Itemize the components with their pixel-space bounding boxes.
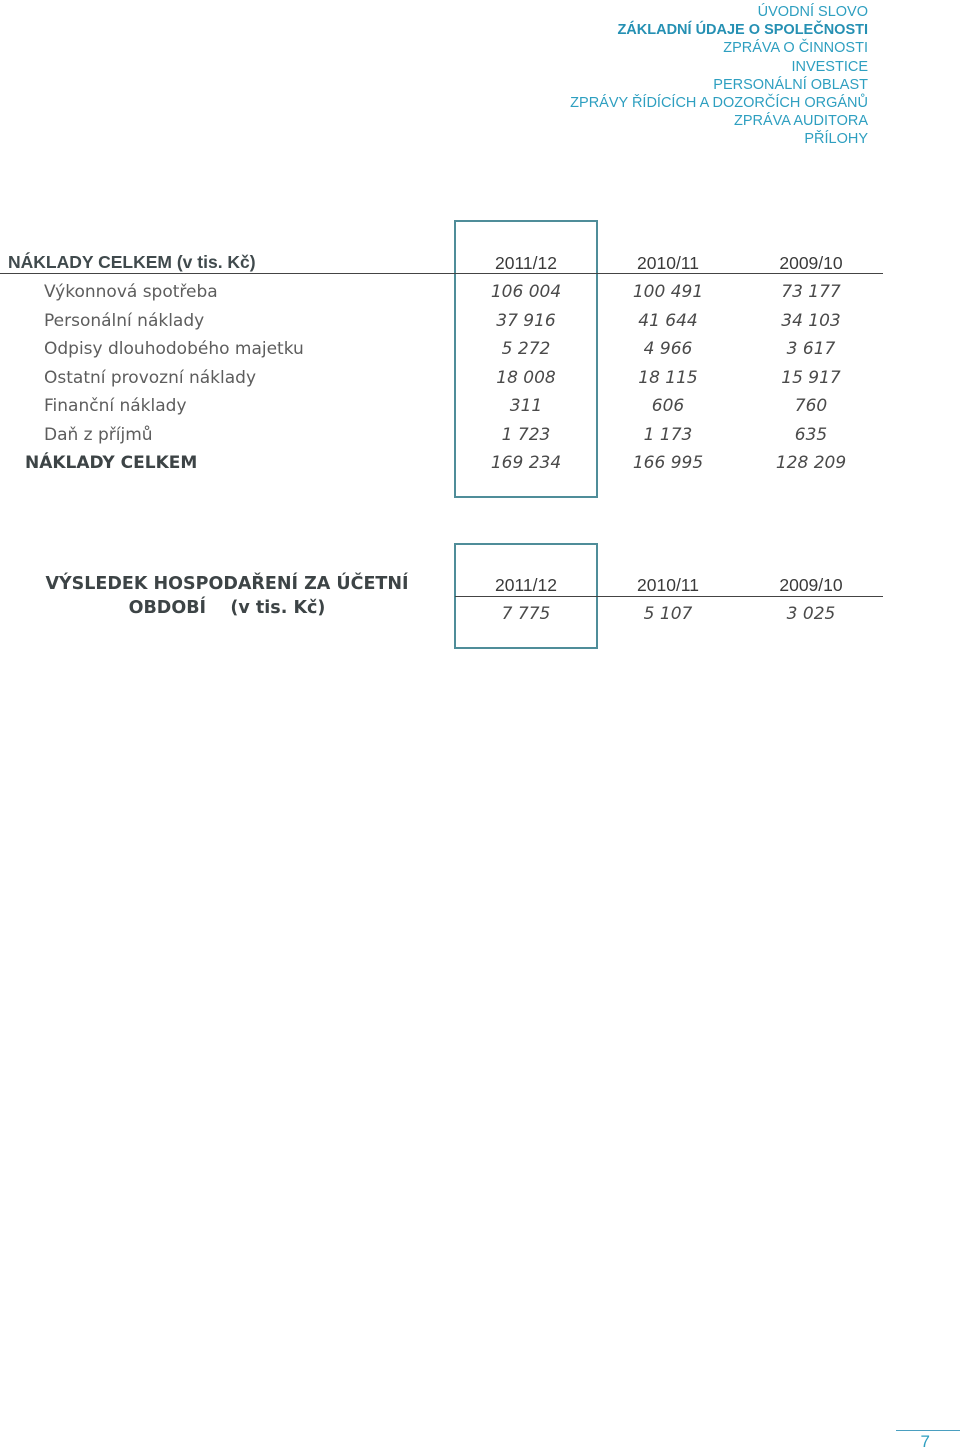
total-row-label: NÁKLADY CELKEM: [25, 453, 198, 473]
result-header-rule: [455, 596, 883, 597]
costs-year-header: 2011/12: [495, 253, 557, 273]
cell-value: 606: [651, 396, 685, 416]
cell-value: 5 272: [501, 339, 551, 359]
row-label: Ostatní provozní náklady: [44, 368, 257, 388]
page-number-rule: [896, 1430, 960, 1431]
cell-value: 18 115: [638, 368, 698, 388]
result-title-line: VÝSLEDEK HOSPODAŘENÍ ZA ÚČETNÍ: [45, 574, 409, 594]
costs-year-header: 2009/10: [779, 253, 843, 273]
result-title-line: OBDOBÍ (v tis. Kč): [128, 598, 326, 618]
cell-value: 106 004: [490, 282, 562, 302]
cell-value: 41 644: [638, 311, 698, 331]
cell-value: 1 173: [643, 425, 693, 445]
total-value: 169 234: [490, 453, 562, 473]
row-label: Výkonnová spotřeba: [44, 282, 218, 302]
cell-value: 311: [509, 396, 543, 416]
result-table-title: [22, 572, 432, 620]
total-value: 128 209: [775, 453, 847, 473]
row-label: Odpisy dlouhodobého majetku: [44, 339, 304, 359]
nav-item-uvodni-slovo[interactable]: ÚVODNÍ SLOVO: [757, 4, 868, 20]
section-navigation: [570, 3, 868, 149]
cell-value: 635: [794, 425, 828, 445]
row-label: Finanční náklady: [44, 396, 187, 416]
cell-value: 3 617: [786, 339, 836, 359]
cell-value: 4 966: [643, 339, 693, 359]
cell-value: 760: [794, 396, 828, 416]
row-label: Personální náklady: [44, 311, 205, 331]
result-value: 3 025: [786, 604, 836, 624]
nav-item-zpravy-organu[interactable]: ZPRÁVY ŘÍDÍCÍCH A DOZORČÍCH ORGÁNŮ: [570, 95, 868, 112]
cell-value: 100 491: [632, 282, 704, 302]
costs-table-title: NÁKLADY CELKEM (v tis. Kč): [8, 252, 256, 272]
nav-item-zakladni-udaje[interactable]: ZÁKLADNÍ ÚDAJE O SPOLEČNOSTI: [617, 22, 868, 39]
cell-value: 15 917: [781, 368, 841, 388]
nav-item-personalni-oblast[interactable]: PERSONÁLNÍ OBLAST: [713, 76, 868, 93]
costs-year-header: 2010/11: [637, 253, 699, 273]
result-value: 5 107: [643, 604, 693, 624]
nav-item-zprava-auditora[interactable]: ZPRÁVA AUDITORA: [733, 113, 868, 130]
result-year-header: 2009/10: [779, 575, 843, 595]
nav-item-investice[interactable]: INVESTICE: [791, 58, 868, 75]
row-label: Daň z příjmů: [44, 425, 153, 445]
result-year-header: 2010/11: [637, 575, 699, 595]
page-number: 7: [920, 1432, 930, 1451]
cell-value: 18 008: [496, 368, 556, 388]
result-value: 7 775: [501, 604, 551, 624]
cell-value: 34 103: [781, 311, 841, 331]
cell-value: 73 177: [781, 282, 841, 302]
result-year-header: 2011/12: [495, 575, 557, 595]
nav-item-zprava-o-cinnosti[interactable]: ZPRÁVA O ČINNOSTI: [723, 40, 868, 57]
cell-value: 1 723: [501, 425, 551, 445]
cell-value: 37 916: [496, 311, 556, 331]
total-value: 166 995: [632, 453, 704, 473]
nav-item-prilohy[interactable]: PŘÍLOHY: [804, 131, 868, 148]
